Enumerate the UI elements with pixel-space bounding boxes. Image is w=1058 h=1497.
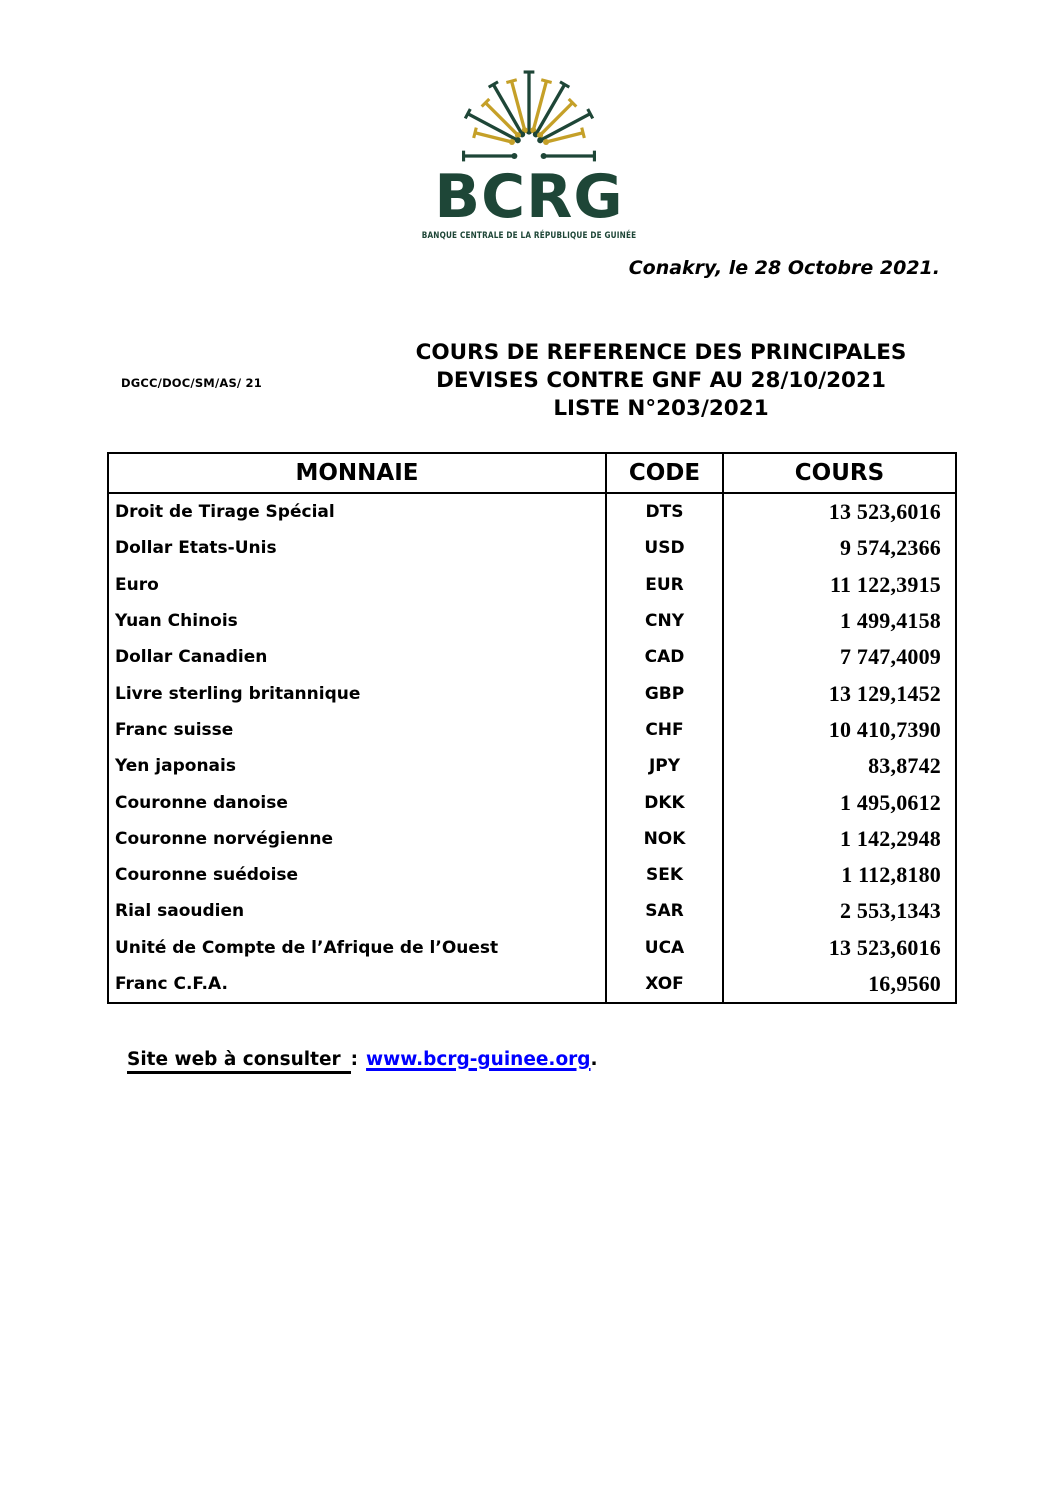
currency-rate: 2 553,1343	[723, 893, 956, 929]
table-row	[108, 530, 956, 566]
website-colon: :	[350, 1049, 359, 1070]
currency-rate: 1 142,2948	[723, 821, 956, 857]
website-link[interactable]: www.bcrg-guinee.org	[366, 1049, 591, 1070]
currency-code: DTS	[606, 493, 723, 530]
website-suffix: .	[590, 1049, 598, 1070]
currency-code: CAD	[606, 639, 723, 675]
title-line-3: LISTE N°203/2021	[553, 396, 769, 421]
currency-name: Unité de Compte de l’Afrique de l’Ouest	[108, 930, 606, 966]
currency-code: CNY	[606, 603, 723, 639]
column-header-code: CODE	[606, 453, 723, 493]
currency-rate: 7 747,4009	[723, 639, 956, 675]
currency-code: XOF	[606, 966, 723, 1003]
currency-name: Dollar Etats-Unis	[108, 530, 606, 566]
currency-name: Yuan Chinois	[108, 603, 606, 639]
table-row	[108, 712, 956, 748]
currency-code: USD	[606, 530, 723, 566]
title-line-2: DEVISES CONTRE GNF AU 28/10/2021	[436, 368, 886, 393]
column-header-monnaie: MONNAIE	[108, 453, 606, 493]
currency-rate: 13 129,1452	[723, 675, 956, 711]
document-title	[330, 339, 992, 423]
table-row	[108, 893, 956, 929]
currency-name: Franc suisse	[108, 712, 606, 748]
currency-rate: 11 122,3915	[723, 567, 956, 603]
currency-code: NOK	[606, 821, 723, 857]
currency-rate: 83,8742	[723, 748, 956, 784]
currency-code: GBP	[606, 675, 723, 711]
website-label: Site web à consulter	[127, 1049, 351, 1074]
table-header-row	[108, 453, 956, 493]
table-row	[108, 748, 956, 784]
currency-name: Couronne norvégienne	[108, 821, 606, 857]
currency-name: Couronne danoise	[108, 784, 606, 820]
currency-name: Couronne suédoise	[108, 857, 606, 893]
currency-name: Livre sterling britannique	[108, 675, 606, 711]
currency-code: CHF	[606, 712, 723, 748]
rates-table-body	[108, 493, 956, 1003]
currency-rate: 16,9560	[723, 966, 956, 1003]
exchange-rates-table	[107, 452, 957, 1004]
currency-rate: 13 523,6016	[723, 493, 956, 530]
currency-name: Euro	[108, 567, 606, 603]
table-row	[108, 567, 956, 603]
currency-rate: 10 410,7390	[723, 712, 956, 748]
table-row	[108, 784, 956, 820]
table-row	[108, 930, 956, 966]
currency-code: JPY	[606, 748, 723, 784]
title-line-1: COURS DE REFERENCE DES PRINCIPALES	[415, 340, 907, 365]
currency-name: Yen japonais	[108, 748, 606, 784]
currency-name: Franc C.F.A.	[108, 966, 606, 1003]
website-line	[127, 1049, 598, 1070]
currency-name: Rial saoudien	[108, 893, 606, 929]
currency-name: Dollar Canadien	[108, 639, 606, 675]
currency-code: UCA	[606, 930, 723, 966]
table-row	[108, 603, 956, 639]
table-row	[108, 966, 956, 1003]
table-row	[108, 821, 956, 857]
currency-rate: 13 523,6016	[723, 930, 956, 966]
reference-code: DGCC/DOC/SM/AS/ 21	[121, 376, 262, 390]
logo-tagline: BANQUE CENTRALE DE LA RÉPUBLIQUE DE GUINÉE	[421, 231, 637, 241]
logo-acronym: BCRG	[434, 162, 624, 232]
currency-rate: 9 574,2366	[723, 530, 956, 566]
currency-rate: 1 495,0612	[723, 784, 956, 820]
currency-code: SEK	[606, 857, 723, 893]
table-row	[108, 675, 956, 711]
pin-sunburst-icon	[445, 64, 613, 166]
currency-name: Droit de Tirage Spécial	[108, 493, 606, 530]
table-row	[108, 857, 956, 893]
table-row	[108, 639, 956, 675]
bcrg-logo	[319, 64, 739, 241]
currency-rate: 1 499,4158	[723, 603, 956, 639]
currency-rate: 1 112,8180	[723, 857, 956, 893]
date-line: Conakry, le 28 Octobre 2021.	[628, 257, 940, 279]
table-row	[108, 493, 956, 530]
column-header-cours: COURS	[723, 453, 956, 493]
currency-code: DKK	[606, 784, 723, 820]
currency-code: SAR	[606, 893, 723, 929]
currency-code: EUR	[606, 567, 723, 603]
